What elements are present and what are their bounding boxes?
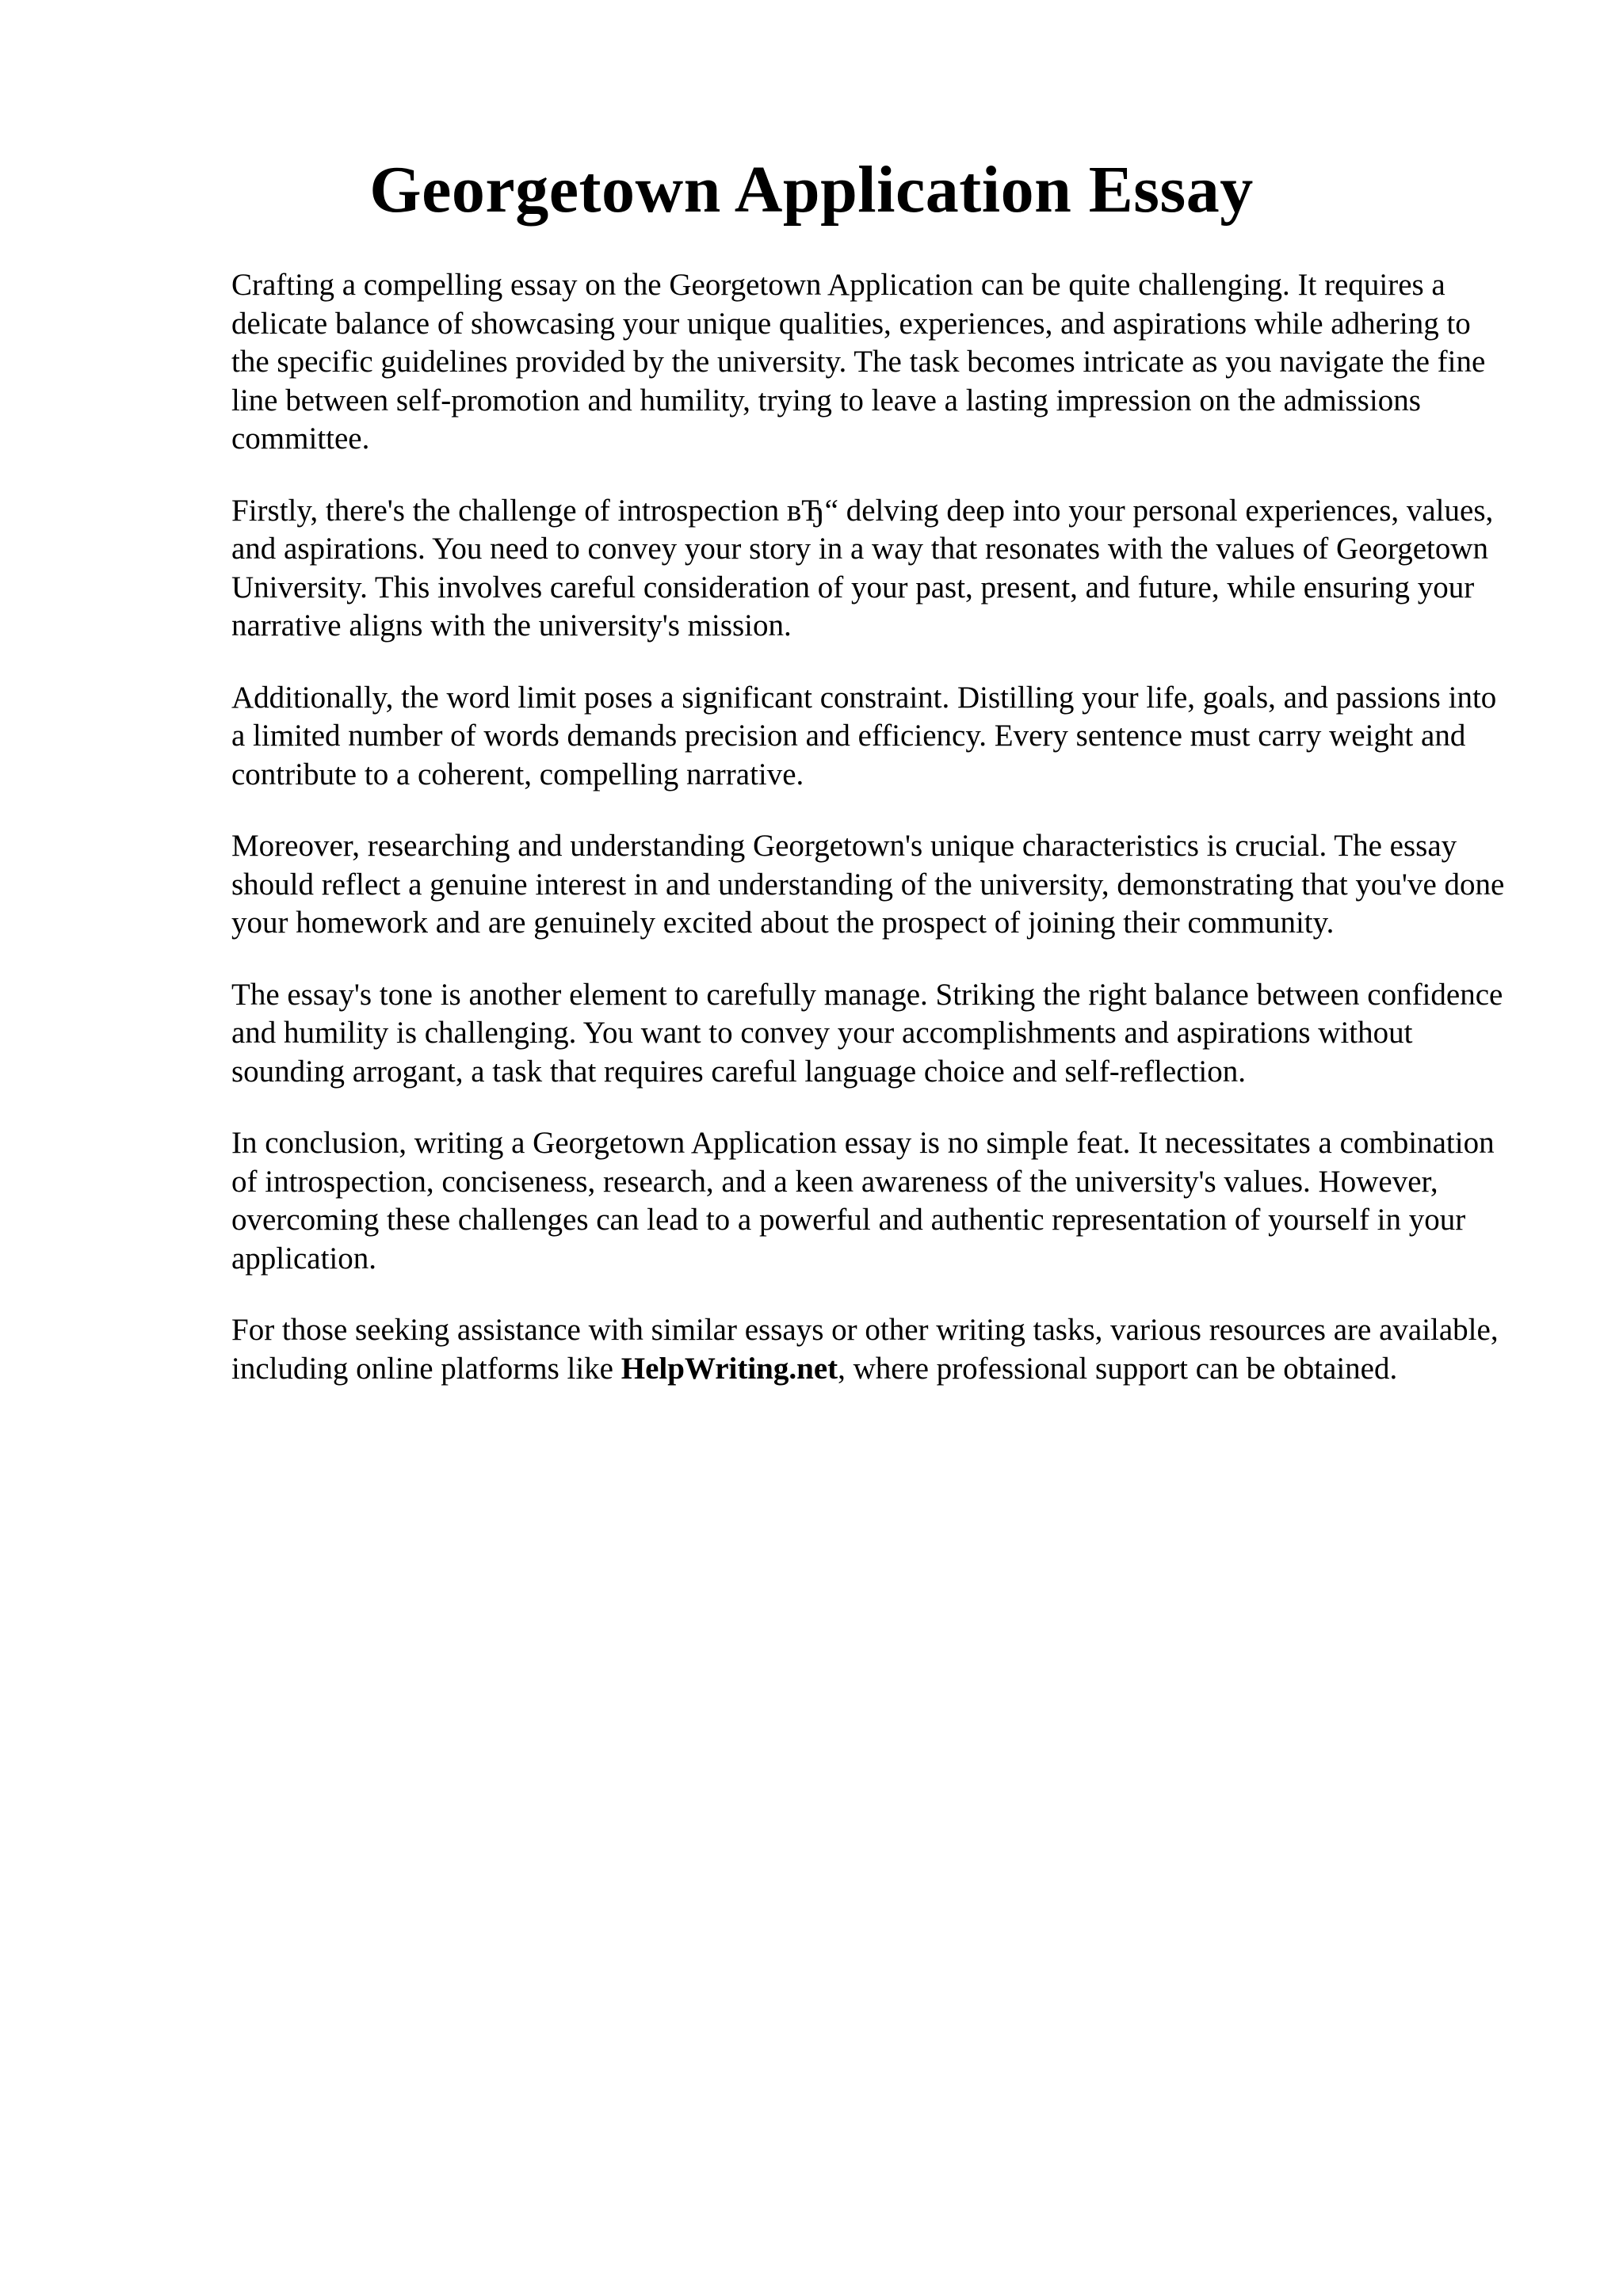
final-paragraph-tail: , where professional support can be obtained.	[838, 1351, 1398, 1386]
helpwriting-link[interactable]: HelpWriting.net	[621, 1351, 838, 1386]
paragraph-5: The essay's tone is another element to carefully manage. Striking the right balance between confidence and humility is challenging. You want to convey your accomplishments and aspirations without sounding arrogant, a task that requires careful language choice and self-reflection.	[231, 977, 1503, 1089]
paragraph-6: In conclusion, writing a Georgetown Application essay is no simple feat. It necessitates a combination of introspection, conciseness, research, and a keen awareness of the university's values. However, overcoming these challenges can lead to a powerful and authentic representation of yourself in your application.	[231, 1126, 1495, 1276]
final-paragraph-lead: For those seeking assistance with similar essays or other writing tasks, various resources are available, including online platforms like	[231, 1313, 1499, 1386]
document-title: Georgetown Application Essay	[369, 153, 1254, 227]
paragraph-7	[231, 1311, 1515, 1388]
document-body	[231, 266, 1515, 1421]
paragraph-4: Moreover, researching and understanding Georgetown's unique characteristics is crucial. The essay should reflect a genuine interest in and understanding of the university, demonstrating that you've done your homework and are genuinely excited about the prospect of joining their community.	[231, 829, 1505, 940]
paragraph-2: Firstly, there's the challenge of introspection вЂ“ delving deep into your personal experiences, values, and aspirations. You need to convey your story in a way that resonates with the values of Georgetown University. This involves careful consideration of your past, present, and future, while ensuring your narrative aligns with the university's mission.	[231, 493, 1494, 643]
paragraph-3: Additionally, the word limit poses a significant constraint. Distilling your life, goals, and passions into a limited number of words demands precision and efficiency. Every sentence must carry weight and contribute to a coherent, compelling narrative.	[231, 680, 1497, 791]
paragraph-1: Crafting a compelling essay on the Georgetown Application can be quite challenging. It requires a delicate balance of showcasing your unique qualities, experiences, and aspirations while adhering to the specific guidelines provided by the university. The task becomes intricate as you navigate the fine line between self-promotion and humility, trying to leave a lasting impression on the admissions committee.	[231, 268, 1486, 456]
